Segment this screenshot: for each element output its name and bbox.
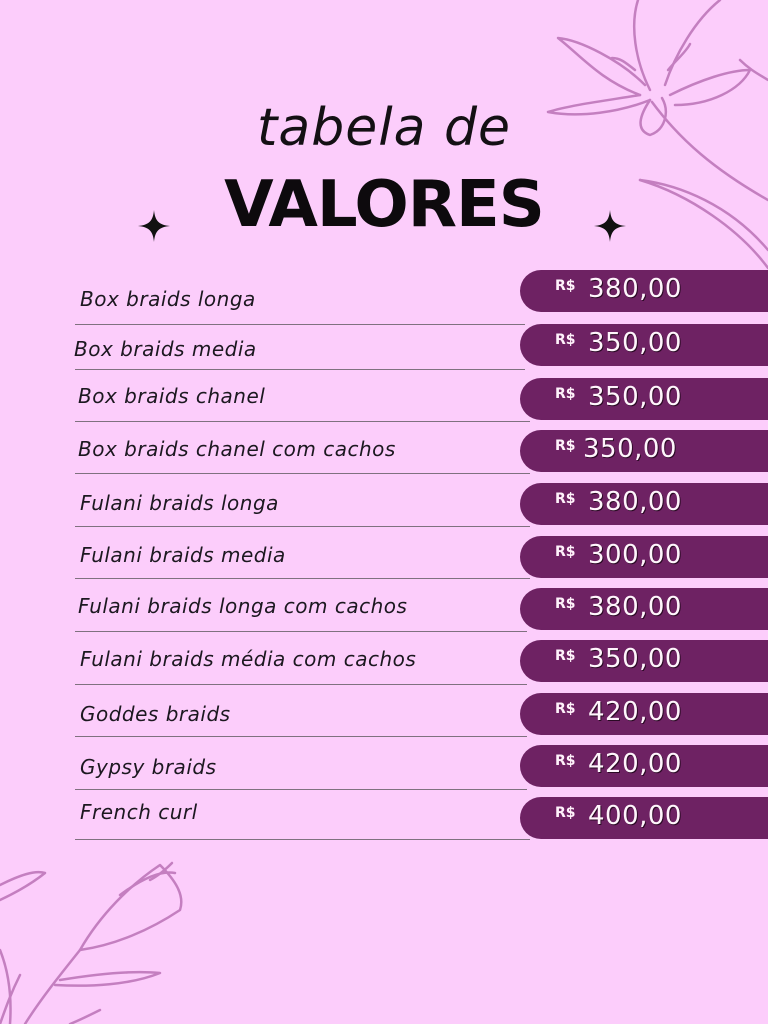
currency-symbol: R$ (555, 491, 576, 507)
currency-symbol: R$ (555, 753, 576, 769)
price-amount: 420,00 (588, 697, 682, 727)
price-amount: 350,00 (588, 328, 682, 358)
title-line-2: VALORES (224, 168, 544, 242)
sparkle-right-icon (594, 210, 626, 242)
currency-symbol: R$ (555, 438, 576, 454)
currency-symbol: R$ (555, 544, 576, 560)
currency-symbol: R$ (555, 278, 576, 294)
price-amount: 380,00 (588, 274, 682, 304)
row-divider (75, 473, 530, 474)
price-amount: 350,00 (588, 644, 682, 674)
row-divider (75, 421, 530, 422)
sparkle-left-icon (138, 210, 170, 242)
service-name: Gypsy braids (80, 755, 217, 779)
service-name: Box braids longa (80, 287, 256, 311)
currency-symbol: R$ (555, 701, 576, 717)
price-amount: 300,00 (588, 540, 682, 570)
service-name: French curl (80, 800, 198, 824)
row-divider (75, 789, 527, 790)
currency-symbol: R$ (555, 596, 576, 612)
row-divider (75, 369, 525, 370)
price-amount: 420,00 (588, 749, 682, 779)
row-divider (75, 631, 527, 632)
price-amount: 350,00 (583, 434, 677, 464)
row-divider (75, 839, 530, 840)
service-name: Fulani braids média com cachos (80, 647, 417, 671)
service-name: Fulani braids longa (80, 491, 279, 515)
price-amount: 400,00 (588, 801, 682, 831)
price-amount: 380,00 (588, 487, 682, 517)
currency-symbol: R$ (555, 386, 576, 402)
service-name: Fulani braids media (80, 543, 286, 567)
service-name: Fulani braids longa com cachos (78, 594, 408, 618)
row-divider (75, 526, 530, 527)
service-name: Box braids media (74, 337, 257, 361)
currency-symbol: R$ (555, 805, 576, 821)
lily-flower-bottom-left-icon (0, 855, 200, 1024)
service-name: Box braids chanel (78, 384, 266, 408)
row-divider (75, 736, 527, 737)
service-name: Box braids chanel com cachos (78, 437, 396, 461)
currency-symbol: R$ (555, 332, 576, 348)
service-name: Goddes braids (80, 702, 231, 726)
price-amount: 380,00 (588, 592, 682, 622)
price-amount: 350,00 (588, 382, 682, 412)
row-divider (75, 324, 525, 325)
row-divider (75, 578, 530, 579)
title-line-1: tabela de (256, 98, 512, 158)
row-divider (75, 684, 527, 685)
currency-symbol: R$ (555, 648, 576, 664)
